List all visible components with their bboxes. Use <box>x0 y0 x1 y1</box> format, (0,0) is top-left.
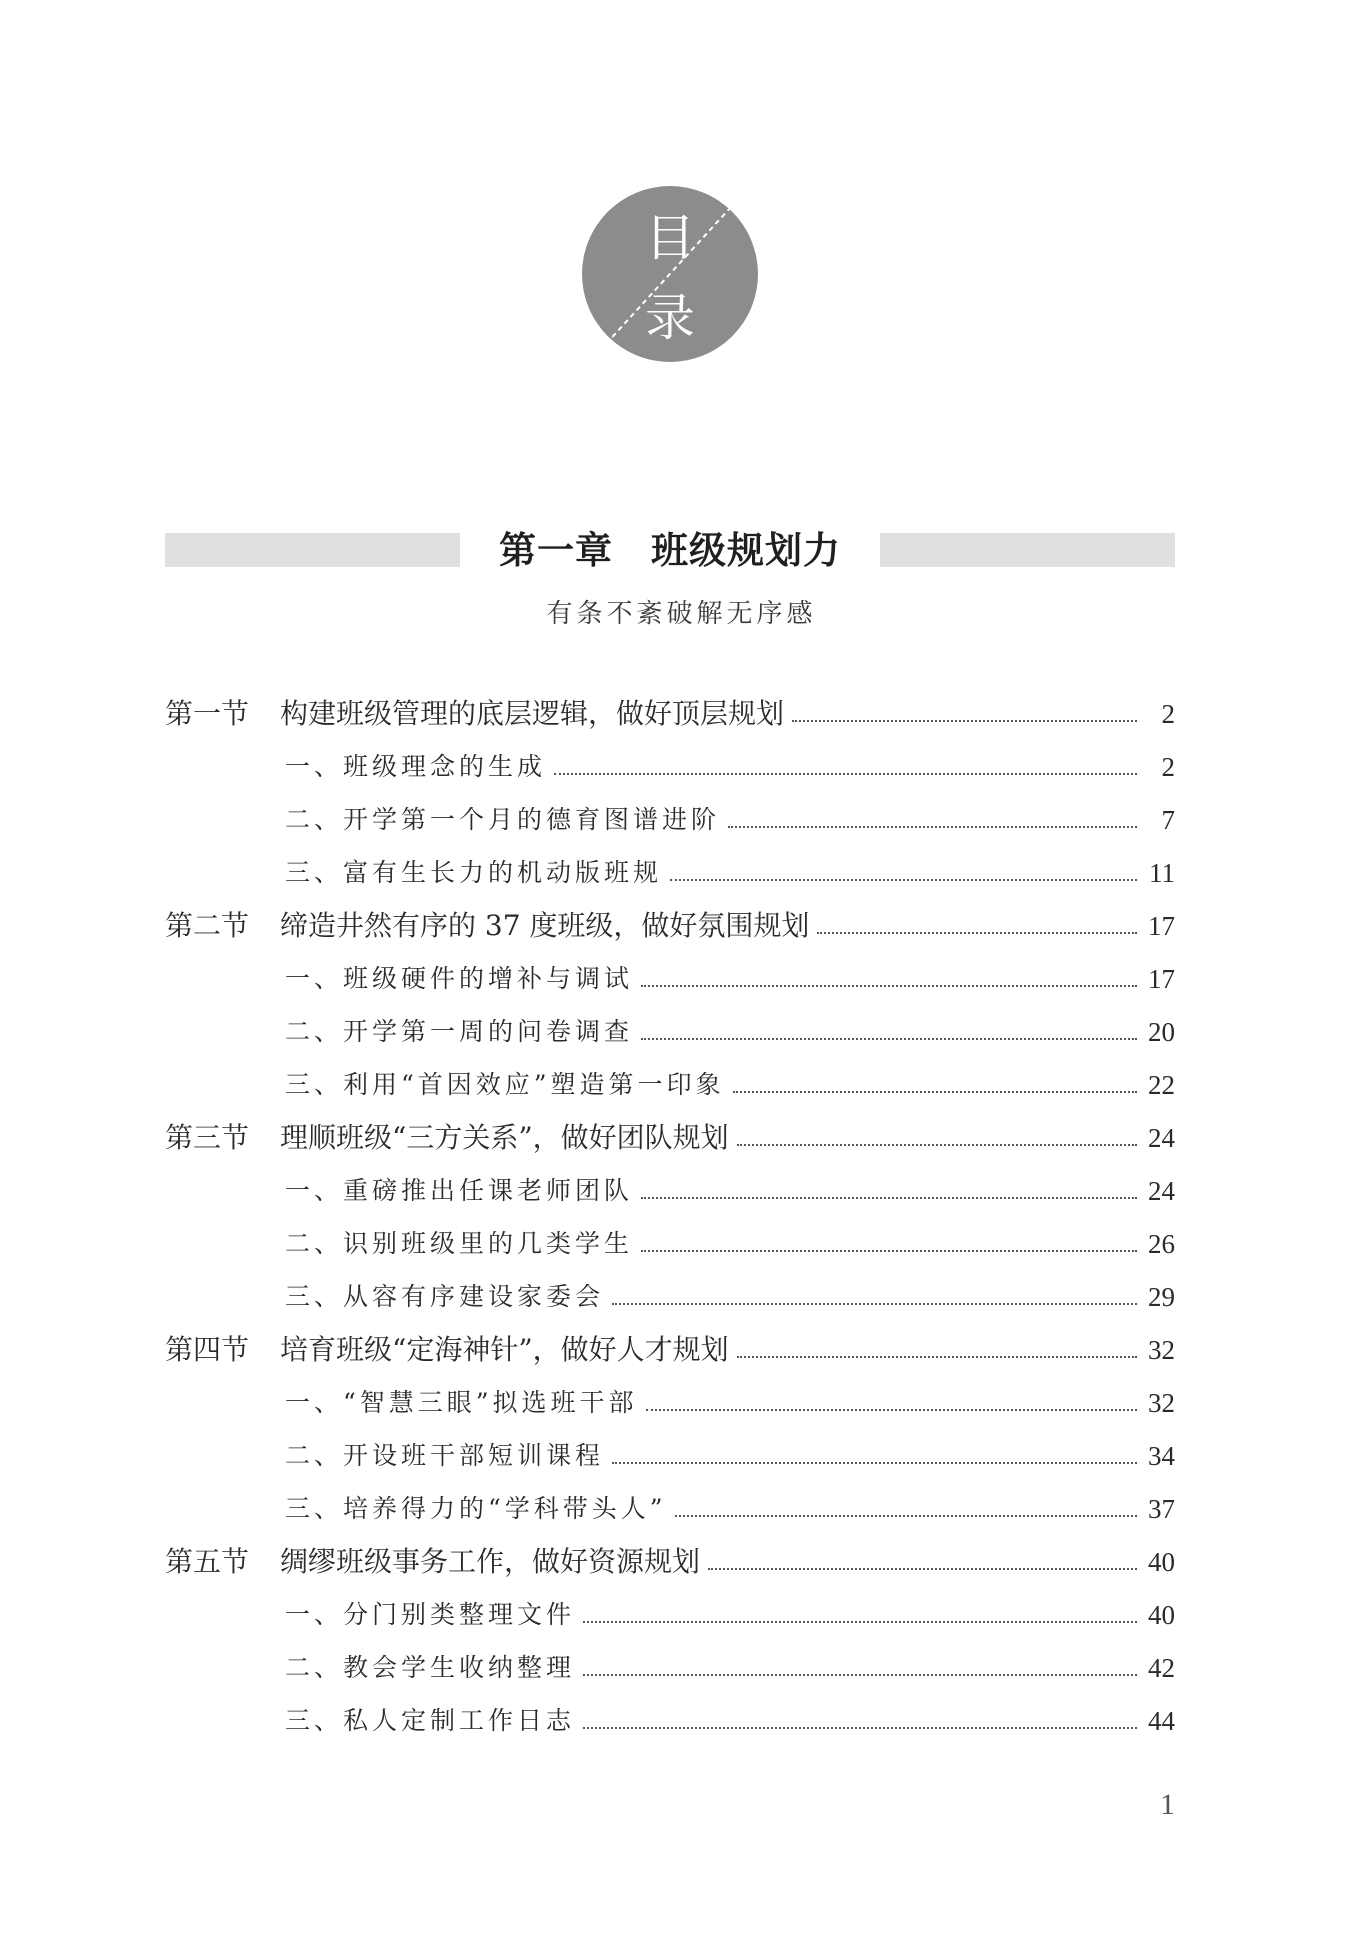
dot-leader <box>554 773 1137 775</box>
dot-leader <box>728 826 1137 828</box>
dot-leader <box>675 1515 1137 1517</box>
chapter-number: 第一章 <box>499 528 613 572</box>
toc-subsection-row[interactable] <box>165 849 1175 902</box>
subsection-title: 三、培养得力的“学科带头人” <box>285 1494 667 1523</box>
subsection-title: 一、“智慧三眼”拟选班干部 <box>285 1388 638 1417</box>
page-ref: 22 <box>1148 1070 1175 1100</box>
subsection-title: 三、从容有序建设家委会 <box>285 1282 605 1311</box>
toc-subsection-row[interactable] <box>165 1220 1175 1273</box>
toc-section-row[interactable] <box>165 1326 1175 1379</box>
page-ref: 40 <box>1148 1547 1175 1577</box>
toc-section-row[interactable] <box>165 690 1175 743</box>
dot-leader <box>612 1462 1137 1464</box>
dot-leader <box>670 879 1137 881</box>
dot-leader <box>817 932 1137 934</box>
section-number: 第四节 <box>165 1333 250 1366</box>
toc-subsection-row[interactable] <box>165 743 1175 796</box>
page-ref: 24 <box>1148 1176 1175 1206</box>
dot-leader <box>641 985 1137 987</box>
subsection-title: 三、富有生长力的机动版班规 <box>285 858 663 887</box>
section-title: 缔造井然有序的 37 度班级，做好氛围规划 <box>280 909 810 942</box>
toc-subsection-row[interactable] <box>165 955 1175 1008</box>
toc-subsection-row[interactable] <box>165 1591 1175 1644</box>
dot-leader <box>641 1250 1137 1252</box>
page-ref: 2 <box>1161 752 1175 782</box>
toc-subsection-row[interactable] <box>165 796 1175 849</box>
table-of-contents <box>165 690 1175 1750</box>
heading-bar-left <box>165 533 460 567</box>
page-ref: 20 <box>1148 1017 1175 1047</box>
page-ref: 26 <box>1148 1229 1175 1259</box>
page-ref: 7 <box>1161 805 1175 835</box>
toc-section-row[interactable] <box>165 902 1175 955</box>
section-title: 绸缪班级事务工作，做好资源规划 <box>280 1545 701 1578</box>
dot-leader <box>737 1144 1137 1146</box>
toc-subsection-row[interactable] <box>165 1485 1175 1538</box>
section-number: 第二节 <box>165 909 250 942</box>
toc-section-row[interactable] <box>165 1538 1175 1591</box>
section-number: 第一节 <box>165 697 250 730</box>
dot-leader <box>612 1303 1137 1305</box>
toc-subsection-row[interactable] <box>165 1644 1175 1697</box>
dot-leader <box>733 1091 1137 1093</box>
chapter-title <box>460 525 880 575</box>
chapter-name: 班级规划力 <box>651 528 841 572</box>
toc-subsection-row[interactable] <box>165 1273 1175 1326</box>
page-ref: 32 <box>1148 1335 1175 1365</box>
page-ref: 2 <box>1161 699 1175 729</box>
page-ref: 17 <box>1148 911 1175 941</box>
page-ref: 44 <box>1148 1706 1175 1736</box>
subsection-title: 二、教会学生收纳整理 <box>285 1653 576 1682</box>
page-ref: 34 <box>1148 1441 1175 1471</box>
page-ref: 42 <box>1148 1653 1175 1683</box>
page-ref: 17 <box>1148 964 1175 994</box>
subsection-title: 三、私人定制工作日志 <box>285 1706 576 1735</box>
page-number: 1 <box>1160 1788 1175 1821</box>
subsection-title: 二、识别班级里的几类学生 <box>285 1229 634 1258</box>
toc-subsection-row[interactable] <box>165 1697 1175 1750</box>
subsection-title: 二、开设班干部短训课程 <box>285 1441 605 1470</box>
toc-subsection-row[interactable] <box>165 1008 1175 1061</box>
subsection-title: 一、分门别类整理文件 <box>285 1600 576 1629</box>
subsection-title: 一、班级理念的生成 <box>285 752 547 781</box>
page-ref: 37 <box>1148 1494 1175 1524</box>
chapter-subtitle: 有条不紊破解无序感 <box>546 599 817 629</box>
dot-leader <box>583 1674 1137 1676</box>
page-ref: 11 <box>1149 858 1175 888</box>
dot-leader <box>641 1197 1137 1199</box>
section-number: 第五节 <box>165 1545 250 1578</box>
dot-leader <box>792 720 1137 722</box>
section-number: 第三节 <box>165 1121 250 1154</box>
toc-subsection-row[interactable] <box>165 1379 1175 1432</box>
section-title: 培育班级“定海神针”，做好人才规划 <box>280 1333 729 1366</box>
dot-leader <box>583 1727 1137 1729</box>
page-ref: 24 <box>1148 1123 1175 1153</box>
subsection-title: 二、开学第一个月的德育图谱进阶 <box>285 805 721 834</box>
section-title: 构建班级管理的底层逻辑，做好顶层规划 <box>280 697 785 730</box>
subsection-title: 三、利用“首因效应”塑造第一印象 <box>285 1070 725 1099</box>
subsection-title: 二、开学第一周的问卷调查 <box>285 1017 634 1046</box>
toc-subsection-row[interactable] <box>165 1061 1175 1114</box>
toc-section-row[interactable] <box>165 1114 1175 1167</box>
dot-leader <box>583 1621 1137 1623</box>
chapter-heading <box>165 528 1175 572</box>
badge-bottom-char: 录 <box>645 289 695 347</box>
heading-bar-right <box>880 533 1175 567</box>
toc-badge <box>581 185 759 363</box>
toc-subsection-row[interactable] <box>165 1432 1175 1485</box>
dot-leader <box>737 1356 1137 1358</box>
toc-subsection-row[interactable] <box>165 1167 1175 1220</box>
section-title: 理顺班级“三方关系”，做好团队规划 <box>280 1121 729 1154</box>
page-ref: 29 <box>1148 1282 1175 1312</box>
dot-leader <box>641 1038 1137 1040</box>
dot-leader <box>646 1409 1137 1411</box>
badge-top-char: 目 <box>645 209 695 267</box>
page-ref: 40 <box>1148 1600 1175 1630</box>
page-ref: 32 <box>1148 1388 1175 1418</box>
subsection-title: 一、班级硬件的增补与调试 <box>285 964 634 993</box>
dot-leader <box>708 1568 1137 1570</box>
subsection-title: 一、重磅推出任课老师团队 <box>285 1176 634 1205</box>
